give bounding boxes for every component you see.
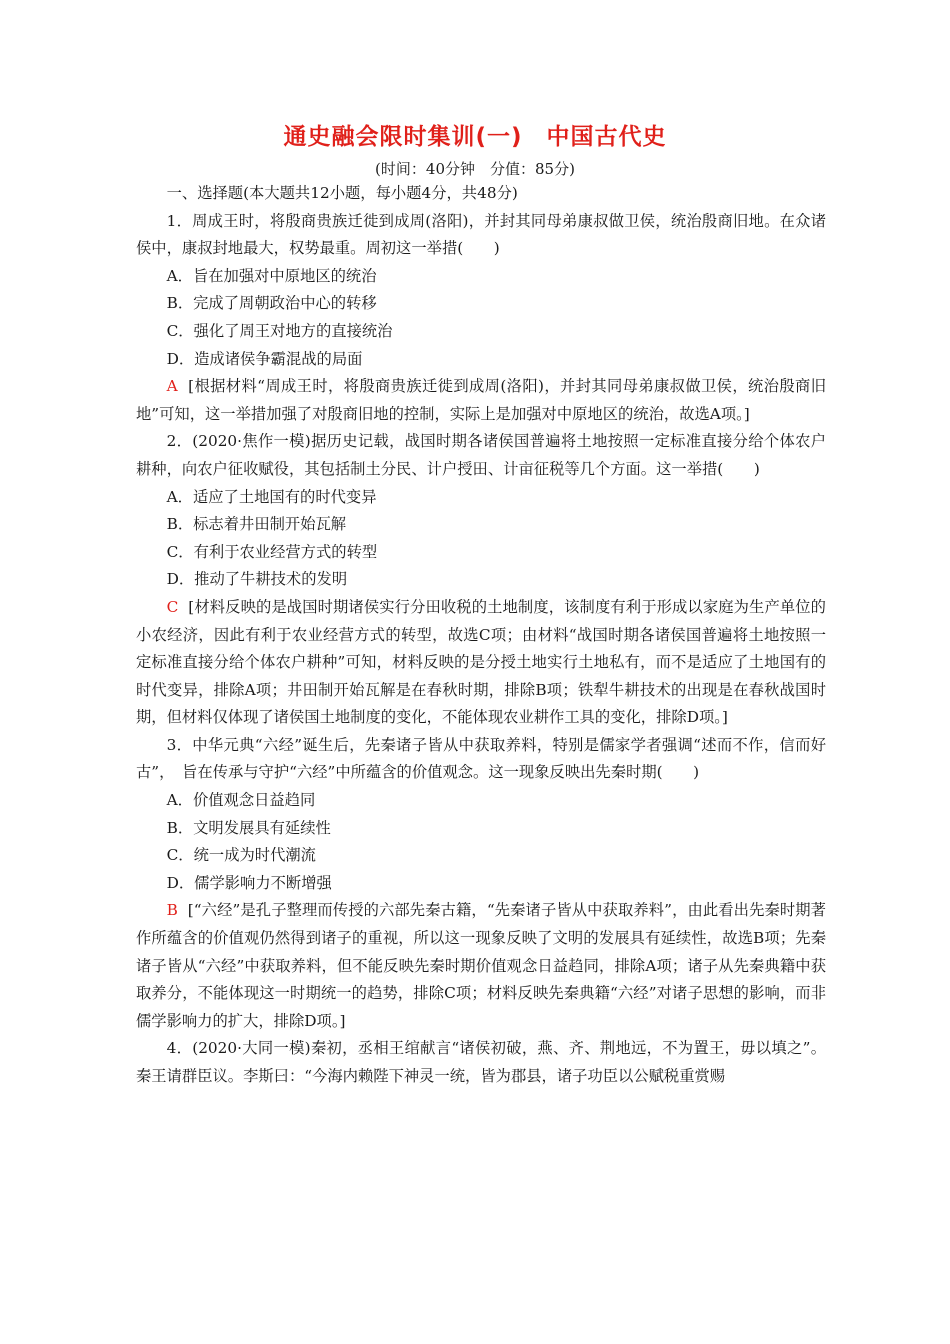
time-score-info: (时间：40分钟 分值：85分) [375,160,575,178]
answer-letter: B [166,901,178,920]
question-2-option-c: C．有利于农业经营方式的转型 [166,542,378,561]
question-1-stem: 1．周成王时，将殷商贵族迁徙到成周(洛阳)，并封其同母弟康叔做卫侯，统治殷商旧地。在众诸侯中，康叔封地最大，权势最重。周初这一举措( ) [136,211,826,258]
question-2-answer [136,594,826,732]
question-1-option-d: D．造成诸侯争霸混战的局面 [166,349,363,368]
section-heading: 一、选择题(本大题共12小题，每小题4分，共48分) [166,184,518,202]
question-1-option-a: A．旨在加强对中原地区的统治 [166,266,377,285]
question-3-answer [136,897,826,1035]
question-2-stem: 2．(2020·焦作一模)据历史记载，战国时期各诸侯国普遍将土地按照一定标准直接分给个体农户耕种，向农户征收赋役，其包括制土分民、计户授田、计亩征税等几个方面。这一举措( ) [136,432,826,478]
page-title: 通史融会限时集训(一) 中国古代史 [283,124,667,150]
question-3-option-c: C．统一成为时代潮流 [166,846,316,865]
answer-explanation: [根据材料“周成王时，将殷商贵族迁徙到成周(洛阳)，并封其同母弟康叔做卫侯，统治殷商旧地”可知，这一举措加强了对殷商旧地的控制，实际上是加强对中原地区的统治，故选A项。] [136,377,826,423]
question-1-option-b: B．完成了周朝政治中心的转移 [166,294,377,313]
question-4-stem: 4．(2020·大同一模)秦初，丞相王绾献言“诸侯初破，燕、齐、荆地远，不为置王，毋以填之”。秦王请群臣议。李斯曰：“今海内赖陛下神灵一统，皆为郡县，诸子功臣以公赋税重赏赐 [136,1039,826,1085]
answer-letter: C [166,597,179,616]
question-1-option-c: C．强化了周王对地方的直接统治 [166,321,393,340]
question-2-option-a: A．适应了土地国有的时代变异 [166,487,377,506]
answer-explanation: [材料反映的是战国时期诸侯实行分田收税的土地制度，该制度有利于形成以家庭为生产单位的小农经济，因此有利于农业经营方式的转型，故选C项；由材料“战国时期各诸侯国普遍将土地按照一定标准直接分给个体农户耕种”可知，材料反映的是分授土地实行土地私有，而不是适应了土地国有的时代变异，排除A项；井田制开始瓦解是在春秋时期，排除B项；铁犁牛耕技术的出现是在春秋战国时期，但材料仅体现了诸侯国土地制度的变化，不能体现农业耕作工具的变化，排除D项。] [136,597,826,727]
document-body [136,180,826,1091]
question-3-stem: 3．中华元典“六经”诞生后，先秦诸子皆从中获取养料，特别是儒家学者强调“述而不作，信而好古”， 旨在传承与守护“六经”中所蕴含的价值观念。这一现象反映出先秦时期( ) [136,735,826,782]
question-2-option-b: B．标志着井田制开始瓦解 [166,515,347,534]
question-3-option-b: B．文明发展具有延续性 [166,818,331,837]
question-1-answer [136,373,826,428]
question-3-option-d: D．儒学影响力不断增强 [166,873,332,892]
answer-explanation: [“六经”是孔子整理而传授的六部先秦古籍，“先秦诸子皆从中获取养料”，由此看出先秦时期著作所蕴含的价值观仍然得到诸子的重视，所以这一现象反映了文明的发展具有延续性，故选B项；先秦诸子皆从“六经”中获取养料，但不能反映先秦时期价值观念日益趋同，排除A项；诸子从先秦典籍中获取养分，不能体现这一时期统一的趋势，排除C项；材料反映先秦典籍“六经”对诸子思想的影响，而非儒学影响力的扩大，排除D项。] [136,901,826,1030]
question-2-option-d: D．推动了牛耕技术的发明 [166,570,348,589]
question-3-option-a: A．价值观念日益趋同 [166,791,316,810]
answer-letter: A [166,377,178,396]
